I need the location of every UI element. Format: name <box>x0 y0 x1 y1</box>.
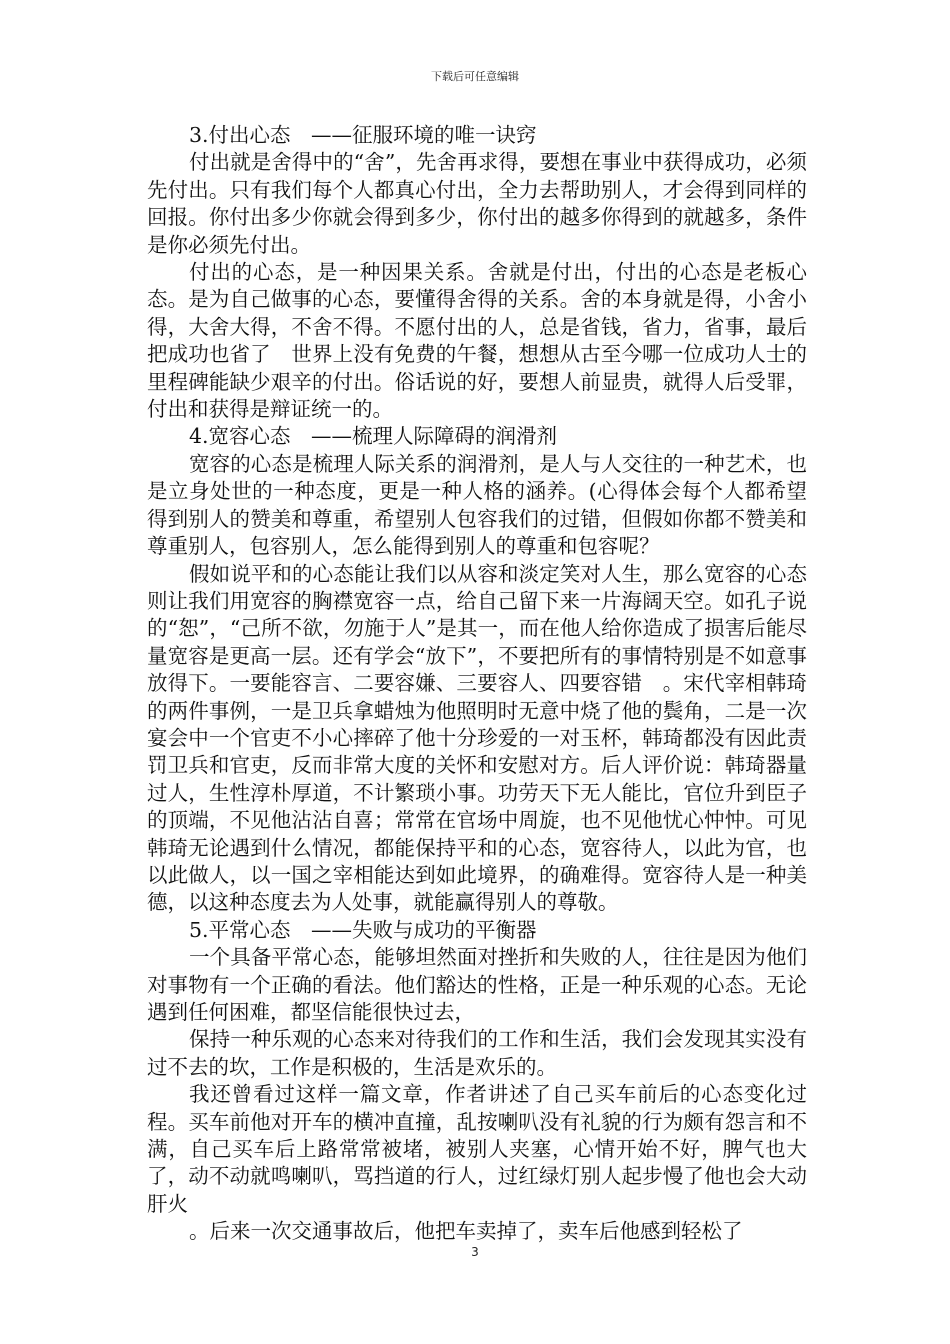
body-paragraph: 一个具备平常心态，能够坦然面对挫折和失败的人，往往是因为他们对事物有一个正确的看法。他们豁达的性格，正是一种乐观的心态。无论遇到任何困难，都坚信能很快过去， <box>147 945 807 1024</box>
page-header: 下载后可任意编辑 <box>431 70 519 83</box>
section-heading: 4.宽容心态 ——梳理人际障碍的润滑剂 <box>189 424 558 449</box>
body-paragraph: 我还曾看过这样一篇文章，作者讲述了自己买车前后的心态变化过程。买车前他对开车的横冲直撞，乱按喇叭没有礼貌的行为颇有怨言和不满，自己买车后上路常常被堵，被别人夹塞，心情开始不好，脾气也大了，动不动就鸣喇叭，骂挡道的行人，过红绿灯别人起步慢了他也会大动肝火 <box>147 1082 807 1216</box>
body-paragraph: 宽容的心态是梳理人际关系的润滑剂，是人与人交往的一种艺术，也是立身处世的一种态度，更是一种人格的涵养。(心得体会每个人都希望得到别人的赞美和尊重，希望别人包容我们的过错，但假如你都不赞美和尊重别人，包容别人，怎么能得到别人的尊重和包容呢？ <box>147 451 807 559</box>
section-heading: 3.付出心态 ——征服环境的唯一诀窍 <box>189 123 537 147</box>
body-paragraph: 假如说平和的心态能让我们以从容和淡定笑对人生，那么宽容的心态则让我们用宽容的胸襟宽容一点，给自己留下来一片海阔天空。如孔子说的“恕”，“己所不欲，勿施于人”是其一，而在他人给你造成了损害后能尽量宽容是更高一层。还有学会“放下”，不要把所有的事情特别是不如意事放得下。一要能容言、二要容嫌、三要容人、四要容错 。宋代宰相韩琦的两件事例，一是卫兵拿蜡烛为他照明时无意中烧了他的鬓角，二是一次宴会中一个官吏不小心摔碎了他十分珍爱的一对玉杯，韩琦都没有因此责罚卫兵和官吏，反而非常大度的关怀和安慰对方。后人评价说：韩琦器量过人，生性淳朴厚道，不计繁琐小事。功劳天下无人能比，官位升到臣子的顶端，不见他沾沾自喜；常常在官场中周旋，也不见他忧心忡忡。可见韩琦无论遇到什么情况，都能保持平和的心态，宽容待人，以此为官，也以此做人，以一国之宰相能达到如此境界，的确难得。宽容待人是一种美德，以这种态度去为人处事，就能赢得别人的尊敬。 <box>147 561 807 915</box>
body-paragraph: 。后来一次交通事故后，他把车卖掉了，卖车后他感到轻松了 <box>189 1219 743 1244</box>
page-number: 3 <box>471 1245 479 1259</box>
section-heading: 5.平常心态 ——失败与成功的平衡器 <box>189 917 537 942</box>
body-paragraph: 付出就是舍得中的“舍”，先舍再求得，要想在事业中获得成功，必须先付出。只有我们每个人都真心付出，全力去帮助别人，才会得到同样的回报。你付出多少你就会得到多少，你付出的越多你得到的就越多，条件是你必须先付出。 <box>147 150 807 257</box>
body-paragraph: 保持一种乐观的心态来对待我们的工作和生活，我们会发现其实没有过不去的坎，工作是积极的，生活是欢乐的。 <box>147 1027 807 1079</box>
document-body <box>147 122 807 1246</box>
body-paragraph: 付出的心态，是一种因果关系。舍就是付出，付出的心态是老板心态。是为自己做事的心态，要懂得舍得的关系。舍的本身就是得，小舍小得，大舍大得，不舍不得。不愿付出的人，总是省钱，省力，省事，最后把成功也省了 世界上没有免费的午餐，想想从古至今哪一位成功人士的里程碑能缺少艰辛的付出。俗话说的好，要想人前显贵，就得人后受罪，付出和获得是辩证统一的。 <box>147 260 807 422</box>
